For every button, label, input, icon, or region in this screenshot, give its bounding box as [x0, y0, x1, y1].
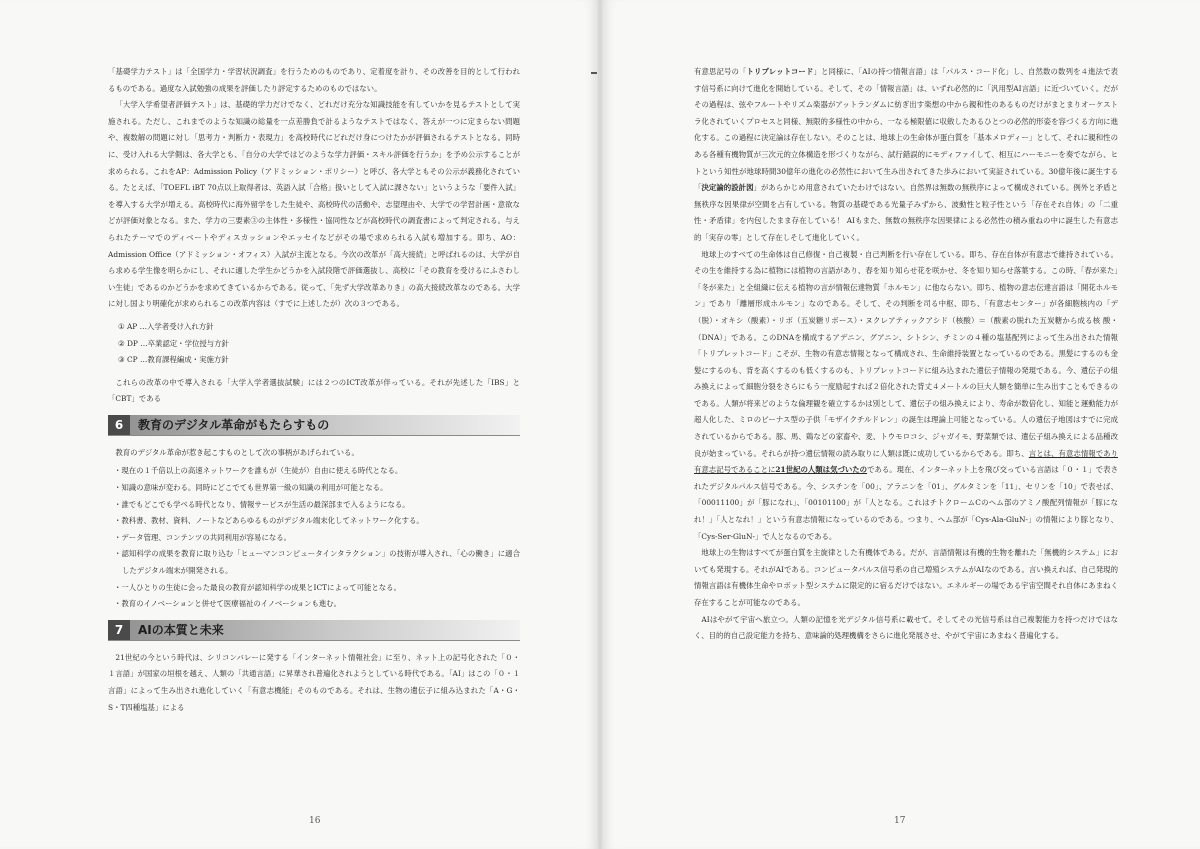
bullet-item: ・データ管理、コンテンツの共同利用が容易になる。: [114, 532, 292, 542]
text-run: である。現在、インターネット上を飛び交っている言語は「０・１」で表されたデジタルパルス信号である。今、シスチンを「00」、アラニンを「01」、グルタミンを「11」、セリンを「10」で表せば、「00011100」が「豚になれ」、「00101100」が「人となる。これはチトクロームCのヘム部のアミノ酸配列情報が「豚になれ！」「人となれ！」という有意志情報になっているのである。つまり、ヘム部が「Cys-Ala-GluN-」の情報により豚となり、「Cys-Ser-GluN-」で人となるのである。: [694, 465, 1118, 541]
section-6-heading: [108, 415, 520, 436]
policy-item: ② DP …卒業認定・学位授与方針: [118, 338, 229, 348]
policy-item: ③ CP …教育課程編成・実施方針: [118, 355, 229, 365]
paragraph-ict: これらの改革の中で導入される「大学入学者選抜試験」には２つのICT改革が伴っている。それが先述した「IBS」と「CBT」である: [108, 377, 520, 404]
page-number: 17: [894, 816, 906, 826]
bullet-item: ・一人ひとりの生徒に会った最良の教育が認知科学の成果とICTによって可能となる。: [114, 582, 401, 592]
bold-term: 決定論的設計図: [701, 183, 754, 193]
section-7-heading: [108, 620, 520, 641]
bullet-item: ・認知科学の成果を教育に取り込む「ヒューマンコンピュータインタラクション」の技術が導入され、「心の働き」に適合したデジタル端末が開発される。: [114, 549, 520, 576]
paragraph-inorganic-system: 地球上の生物はすべてが蛋白質を主旋律とした有機体である。だが、言語情報は有機的生物を離れた「無機的システム」においても発現する。それがAIである。コンピュータパルス信号系の自己増殖システムがAIなのである。言い換えれば、自己発現的情報言語は有機体生命やロボット型システムに限定的に宿るだけではない。エネルギーの場である宇宙空間それ自体にあまねく存在することが可能なのである。: [694, 548, 1118, 607]
bullet-item: ・教育のイノベーションと併せて医療福祉のイノベーションも進む。: [114, 599, 342, 609]
paragraph-information-language: [694, 64, 1118, 247]
underlined-phrase: 言とは、有意志情報であり有意志記号であることに: [694, 448, 1118, 475]
section-number: 6: [108, 415, 130, 435]
section-title: 教育のデジタル革命がもたらすもの: [138, 417, 330, 432]
paragraph-ai-space: AIはやがて宇宙へ旅立つ。人類の記憶を光デジタル信号系に載せて。そしてその光信号系は自己複製能力を持つだけではなく、目的的自己設定能力を持ち、意味論的処理機構をさらに進化発展させ、やがて宇宙にあまねく普遍化する。: [694, 614, 1118, 641]
text-run: 地球上のすべての生命体は自己修復・自己複製・自己判断を行い存在している。即ち、存在自体が有意志で維持されている。その生を維持する為に植物には植物の言語があり、春を知り知らせ花を咲かせ、冬を知り知らせ落葉する。この時、「春が来た」「冬が来た」と全組織に伝える植物の言が情報伝達物質「ホルモン」に他ならない。即ち、植物の意志伝達言語は「開花ホルモン」であり「離層形成ホルモン」なのである。そして、その判断を司る中枢、即ち、「有意志センター」が各細胞核内の「デ（脱）・オキシ（酸素）・リボ（五炭糖リボース）・ヌクレアティックアシド（核酸）＝（酸素の脱れた五炭糖から成る核 酸・（DNA）」である。このDNAを構成するアデニン、グアニン、シトシン、チミンの４種の塩基配列によって生み出された情報「トリプレットコード」こそが、生物の有意志情報となって構成され、生命維持装置となっているのである。黒髪にするのも金髪にするのも、背を高くするのも低くするのも、トリプレットコードに組み込まれた遺伝子情報の発現である。今、遺伝子の組み換えによって細胞分裂をさらにもう一度励起すれば２倍化された背丈４メートルの巨大人類を簡単に生み出すこともできるのである。人類が将来どのような倫理観を確立するかは別として、遺伝子の組み換えにより、寿命が数倍化し、知能と運動能力が超人化した、ミロのビーナス型の子供「モザイクチルドレン」の誕生は理論上可能となっている。人の遺伝子地図はすでに完成されているからである。豚、馬、鶏などの家畜や、麦、トウモロコシ、ジャガイモ、野菜類では、遺伝子組み換えによる品種改良が始まっている。それらが持つ遺伝情報の読み取りに人類は既に成功しているからである。即ち、: [694, 249, 1118, 458]
policy-item: ① AP …入学者受け入れ方針: [118, 321, 214, 331]
bullet-item: ・誰でもどこでも学べる時代となり、情報サービスが生活の最深部まで入るようになる。: [114, 499, 410, 509]
bullet-item: ・現在の１千倍以上の高速ネットワークを誰もが（生徒が）自由に使える時代となる。: [114, 466, 403, 476]
bullet-item: ・教科書、教材、資料、ノートなどあらゆるものがデジタル端末化してネットワーク化する。: [114, 516, 424, 526]
text-run: 」があらかじめ用意されていたわけではない。自然界は無数の無秩序によって構成されている。例外と矛盾と無秩序な因果律が空間を占有している。物質の基礎である光量子みずから、波動性と粒子性という「存在それ自体」の「二重性・矛盾律」を内包したまま存在している！ AIもまた、無数の無秩序な因果律による必然性の積み重ねの中に誕生した有意志的「実存の零」として存在しそして進化していく。: [694, 183, 1118, 242]
paragraph-university-test: 「大学入学希望者評価テスト」は、基礎的学力だけでなく、どれだけ充分な知識技能を有していかを見るテストとして実施される。ただし、これまでのような知識の総量を一点差勝負で計るようなテストではなく、答えが一つに定まらない問題や、複数解の問題に対し「思考力・判断力・表現力」を高校時代にどれだけ身につけたかが評価されるテストとなる。同時に、受け入れる大学側は、各大学とも、「自分の大学ではどのような学力評価・スキル評価を行うか」を予め公示することが求められる。これをAP：Admission Policy（アドミッション・ポリシー）と呼び、各大学ともその公示が義務化されている。たとえば、「TOEFL iBT 70点以上取得者は、英語入試「合格」扱いとして入試に課さない」というような「要件入試」を導入する大学が増える。高校時代に海外留学をした生徒や、高校時代の活動や、志望理由や、大学での学習計画・意欲などが評価対象となる。また、学力の三要素③の主体性・多様性・協同性などが高校時代の調査書によって判定される。与えられたテーマでのディベートやディスカッションやエッセイなどがその場で求められる入試も増加する。即ち、AO：Admission Office（アドミッション・オフィス）入試が主流となる。今次の改革が「高大接続」と呼ばれるのは、大学が自ら求める学生像を明らかにし、それに適した学生かどうかを入試段階で評価選抜し、高校に「その教育を受けるにふさわしい生徒」であるのかどうかを求めてきているからである。従って、「先ず大学改革ありき」の高大接続改革なのである。大学に対し国より明確化が求められるこの改革内容は（すでに上述したが）次の３つである。: [108, 100, 520, 309]
right-column: [694, 64, 1118, 645]
section-7-paragraph: 21世紀の今という時代は、シリコンバレーに発する「インターネット情報社会」に至り、ネット上の記号化された「０・１言語」が国家の垣根を越え、人類の「共通言語」に昇華され普遍化されようとしている時代である。「AI」はこの「０・１言語」によって生み出され進化していく「有意志機能」そのものである。それは、生物の遺伝子に組み込まれた「A・G・S・T四種塩基」による: [108, 652, 520, 712]
bold-underlined-phrase: 21世紀の人類は気づいたの: [775, 465, 868, 475]
page-number: 16: [309, 816, 321, 826]
text-run: 」と同様に、「AIの持つ情報言語」は「パルス・コード化」し、自然数の数列を４進法で表す信号系に向けて進化を開始している。そして、その「情報言語」は、いずれ必然的に「汎用型AI言語」に近づいていく。だがその過程は、弦やフルートやリズム楽器がアットランダムに紡ぎ出す楽想の中から親和性のあるものだけがまとまりオーケストラ化されていくプロセスと同様、無限的多様性の中から、一なる極限値に収斂したあるひとつの必然的形姿を容づくる方向に進化する。この過程に決定論は存在しない。そのことは、地球上の生命体が蛋白質を「基本メロディー」として、それに親和性のある各種有機物質が三次元的立体構造を形づくりながら、試行錯誤的にモディファイして、相互にハーモニーを奏でながら、ヒトという知性が地球時間30億年の進化の必然性において生み出されてきた歩みにおいて実証されている。30億年後に誕生する「: [694, 67, 1118, 193]
left-page: [0, 0, 598, 849]
bullet-item: ・知識の意味が変わる。同時にどこでても世界第一級の知識の利用が可能となる。: [114, 483, 388, 493]
margin-mark: [591, 72, 597, 74]
policy-list: [108, 319, 520, 369]
section-title: AIの本質と未来: [138, 622, 224, 637]
section-6-bullets: [108, 463, 520, 612]
section-6-intro: 教育のデジタル革命が惹き起こすものとして次の事柄があげられている。: [115, 447, 359, 457]
paragraph-life-will: [694, 247, 1118, 546]
left-column: [108, 64, 520, 716]
right-page: [602, 0, 1200, 849]
text-run: 有意思記号の「: [694, 67, 747, 76]
bold-term: トリプレットコード: [746, 67, 814, 76]
paragraph-basic-test: 「基礎学力テスト」は「全国学力・学習状況調査」を行うためのものであり、定着度を計り、その改善を目的として行われるものである。過度な入試勉強の成果を評価したり評定するためのものではない。: [108, 67, 520, 93]
section-number: 7: [108, 620, 130, 640]
